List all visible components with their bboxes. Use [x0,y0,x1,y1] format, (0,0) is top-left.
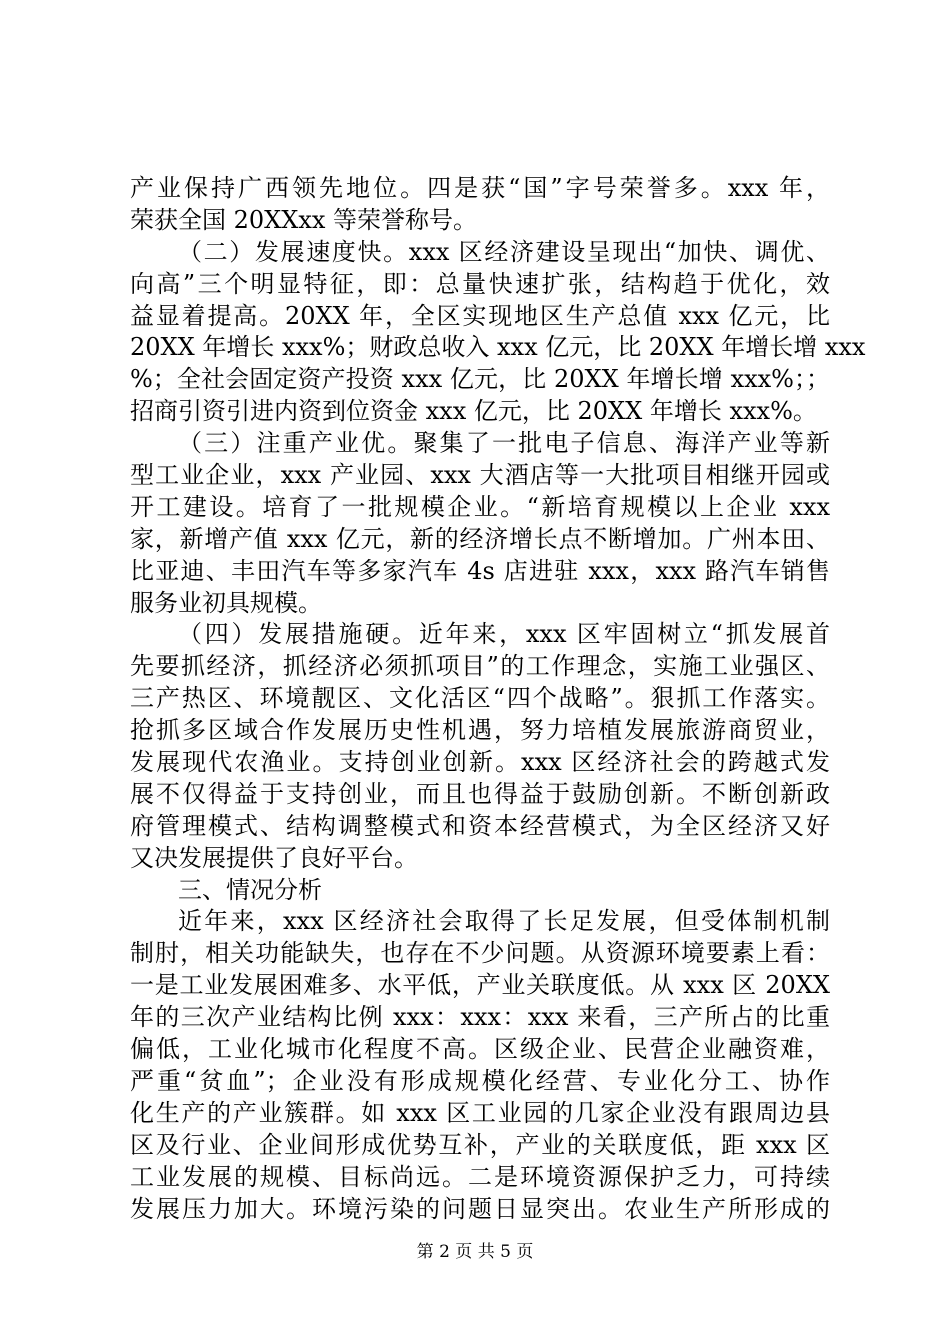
text-line: 荣获全国 20XXxx 等荣誉称号。 [130,205,478,234]
text-line: （三）注重产业优。聚集了一批电子信息、海洋产业等新 [178,429,830,458]
text-line: 化生产的产业簇群。如 xxx 区工业园的几家企业没有跟周边县 [130,1098,830,1127]
text-line: 抢抓多区域合作发展历史性机遇，努力培植发展旅游商贸业， [130,716,830,745]
text-line: 区及行业、企业间形成优势互补，产业的关联度低，距 xxx 区 [130,1130,830,1159]
text-line: （四）发展措施硬。近年来，xxx 区牢固树立“抓发展首 [178,620,830,649]
text-line: 向高”三个明显特征，即：总量快速扩张，结构趋于优化，效 [130,269,830,298]
section-heading: 三、情况分析 [178,875,322,904]
text-line: 年的三次产业结构比例 xxx：xxx：xxx 来看，三产所占的比重 [130,1003,830,1032]
text-line: 招商引资引进内资到位资金 xxx 亿元，比 20XX 年增长 xxx%。 [130,397,817,426]
text-line: 府管理模式、结构调整模式和资本经营模式，为全区经济又好 [130,811,830,840]
text-line: 20XX 年增长 xxx%；财政总收入 xxx 亿元，比 20XX 年增长增 xxx [130,333,866,362]
text-line: （二）发展速度快。xxx 区经济建设呈现出“加快、调优、 [178,237,830,266]
page-footer: 第 2 页 共 5 页 [416,1242,534,1262]
text-line: 近年来，xxx 区经济社会取得了长足发展，但受体制机制 [178,907,830,936]
text-line: 先要抓经济，抓经济必须抓项目”的工作理念，实施工业强区、 [130,652,830,681]
text-line: 制肘，相关功能缺失，也存在不少问题。从资源环境要素上看： [130,939,830,968]
text-line: %；全社会固定资产投资 xxx 亿元，比 20XX 年增长增 xxx%；； [130,365,830,394]
text-line: 三产热区、环境靓区、文化活区“四个战略”。狠抓工作落实。 [130,684,830,713]
text-line: 比亚迪、丰田汽车等多家汽车 4s 店进驻 xxx，xxx 路汽车销售 [130,556,830,585]
text-line: 工业发展的规模、目标尚远。二是环境资源保护乏力，可持续 [130,1162,830,1191]
text-line: 偏低，工业化城市化程度不高。区级企业、民营企业融资难， [130,1035,830,1064]
text-line: 家，新增产值 xxx 亿元，新的经济增长点不断增加。广州本田、 [130,524,830,553]
text-line: 开工建设。培育了一批规模企业。“新培育规模以上企业 xxx [130,492,830,521]
text-line: 严重“贫血”；企业没有形成规模化经营、专业化分工、协作 [130,1066,830,1095]
text-line: 益显着提高。20XX 年，全区实现地区生产总值 xxx 亿元，比 [130,301,830,330]
text-line: 又决发展提供了良好平台。 [130,843,418,872]
text-line: 发展现代农渔业。支持创业创新。xxx 区经济社会的跨越式发 [130,748,830,777]
text-line: 服务业初具规模。 [130,588,322,617]
text-line: 发展压力加大。环境污染的问题日显突出。农业生产所形成的 [130,1194,830,1223]
text-line: 一是工业发展困难多、水平低，产业关联度低。从 xxx 区 20XX [130,971,830,1000]
text-line: 展不仅得益于支持创业，而且也得益于鼓励创新。不断创新政 [130,779,830,808]
text-line: 型工业企业，xxx 产业园、xxx 大酒店等一大批项目相继开园或 [130,461,830,490]
text-line: 产业保持广西领先地位。四是获“国”字号荣誉多。xxx 年， [130,174,830,202]
document-body [130,173,866,1225]
